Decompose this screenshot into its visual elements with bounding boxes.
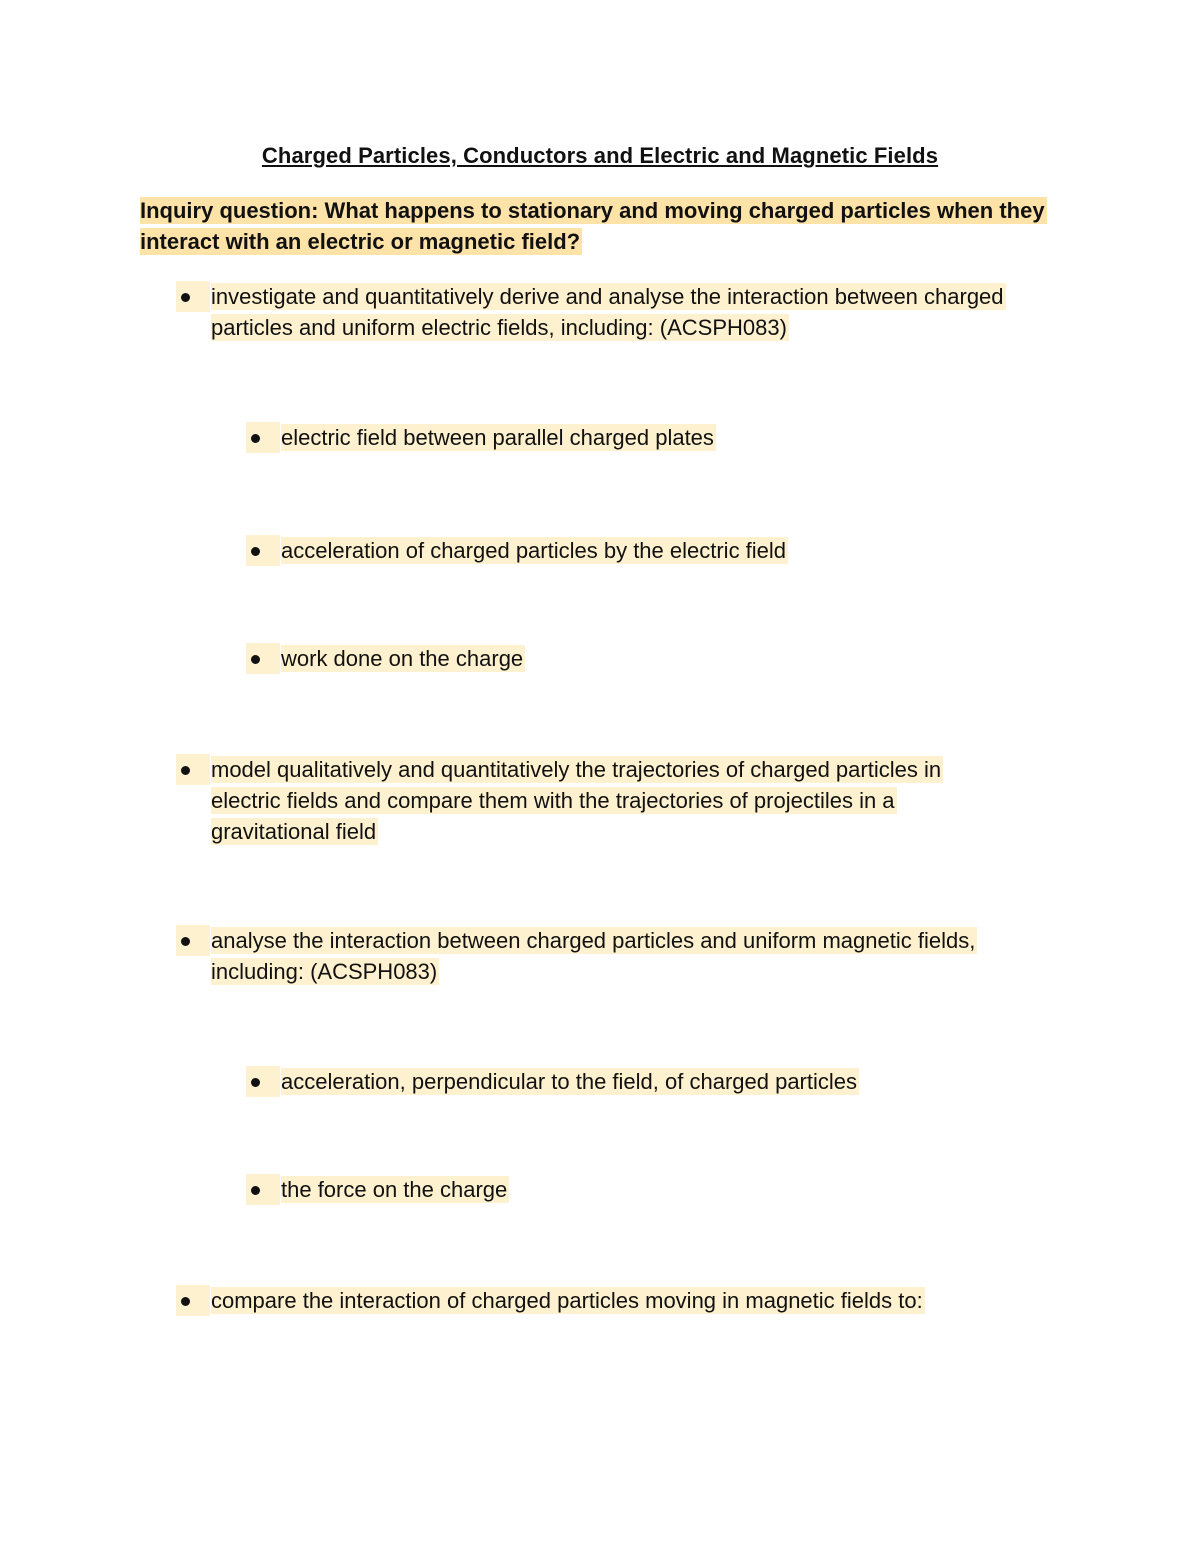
bullet-icon — [176, 925, 210, 956]
list-item-text: analyse the interaction between charged particles and uniform magnetic fields, including: (ACSPH083) — [211, 928, 976, 984]
list-item-text: acceleration of charged particles by the electric field — [281, 538, 787, 563]
list-item-text: work done on the charge — [281, 646, 524, 671]
bullet-icon — [176, 281, 210, 312]
inquiry-question-text: Inquiry question: What happens to stationary and moving charged particles when they interact with an electric or magnetic field? — [140, 198, 1045, 254]
bullet-icon — [246, 1174, 280, 1205]
bullet-icon — [246, 643, 280, 674]
list-item-text: compare the interaction of charged particles moving in magnetic fields to: — [211, 1288, 923, 1313]
document-title: Charged Particles, Conductors and Electric and Magnetic Fields — [261, 143, 939, 168]
list-item-text: the force on the charge — [281, 1177, 508, 1202]
list-item-text: investigate and quantitatively derive and analyse the interaction between charged particles and uniform electric fields, including: (ACSPH083) — [211, 284, 1004, 340]
bullet-icon — [176, 754, 210, 785]
list-item-text: model qualitatively and quantitatively the trajectories of charged particles in electric fields and compare them with the trajectories of projectiles in a gravitational field — [211, 757, 942, 844]
list-item-text: electric field between parallel charged plates — [281, 425, 714, 450]
bullet-icon — [246, 1066, 280, 1097]
bullet-icon — [246, 535, 280, 566]
bullet-icon — [246, 422, 280, 453]
list-item-text: acceleration, perpendicular to the field, of charged particles — [281, 1069, 858, 1094]
bullet-icon — [176, 1285, 210, 1316]
inquiry-question — [140, 195, 1070, 257]
